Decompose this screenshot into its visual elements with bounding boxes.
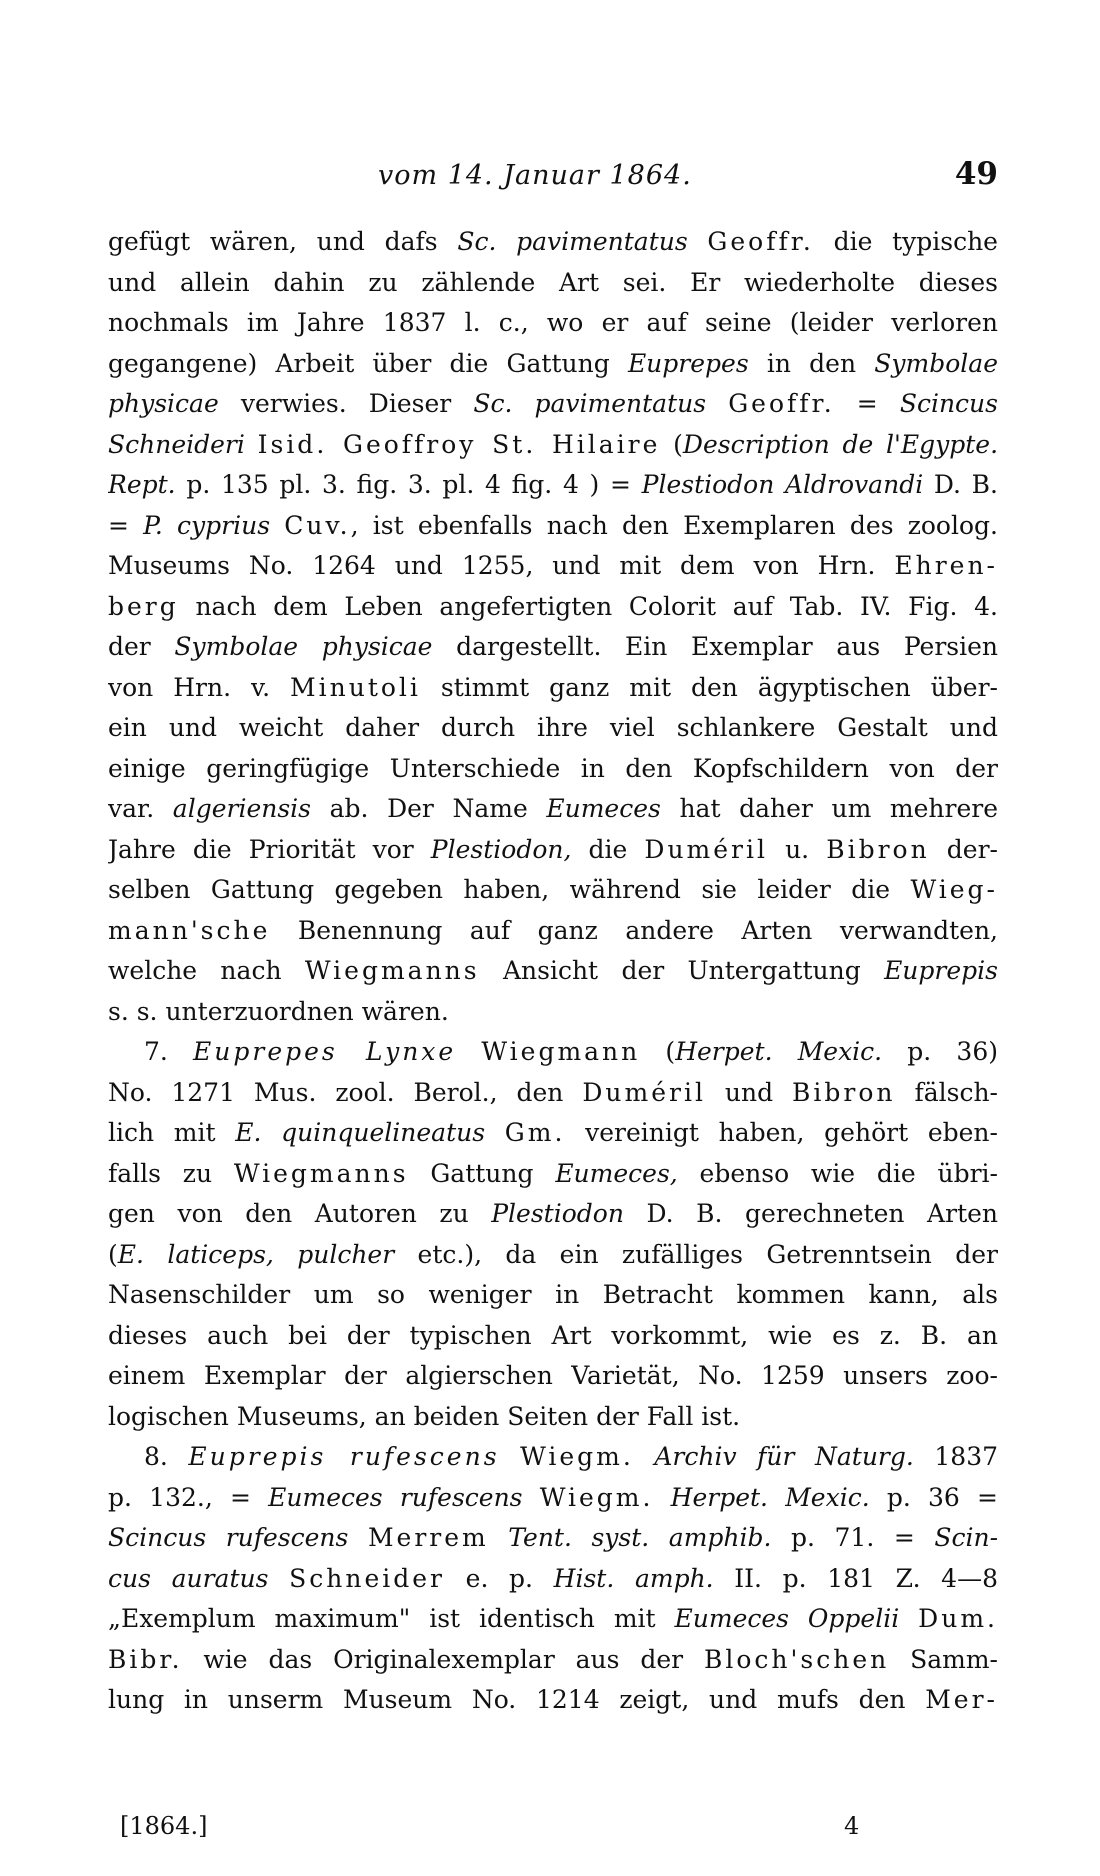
text-segment: D. B. gerechneten Arten — [623, 1199, 998, 1228]
text-segment: Gm. — [504, 1118, 566, 1147]
text-segment: ebenso wie die übri- — [677, 1158, 998, 1188]
text-line — [108, 1437, 998, 1478]
text-segment: Eumeces Oppelii — [674, 1604, 900, 1633]
text-segment: Merrem — [367, 1523, 489, 1552]
text-segment: Sc. pavimentatus — [457, 227, 688, 256]
text-segment: Euprepis — [884, 956, 998, 985]
text-segment: Dum. — [918, 1604, 998, 1633]
text-segment: hat daher um mehrere — [660, 794, 998, 823]
text-segment: s. s. unterzuordnen wären. — [108, 996, 449, 1026]
text-segment: Hist. amph. — [553, 1563, 714, 1593]
text-segment: P. cyprius — [143, 510, 271, 540]
text-segment: Isid. Geoffroy St. Hilaire — [257, 429, 661, 459]
text-line — [108, 668, 998, 709]
text-segment: einige geringfügige Unterschiede in den Kopfschildern von der — [108, 753, 998, 783]
text-segment: Eumeces, — [555, 1158, 678, 1188]
text-line — [108, 1640, 998, 1681]
text-line — [108, 506, 998, 547]
text-segment: D. B. — [923, 470, 998, 499]
text-segment: falls zu — [108, 1158, 234, 1188]
text-segment: Bibron — [792, 1077, 896, 1107]
text-segment: ab. Der Name — [311, 794, 547, 823]
text-segment: lung in unserm Museum No. 1214 zeigt, und mufs den — [108, 1685, 926, 1714]
text-segment: dieses auch bei der typischen Art vorkommt, wie es z. B. an — [108, 1320, 998, 1350]
text-segment: selben Gattung gegeben haben, während sie leider die — [108, 875, 911, 904]
text-segment: mann'sche — [108, 915, 271, 945]
text-line — [108, 344, 998, 385]
text-segment: Bibr. — [108, 1644, 183, 1674]
text-segment: Schneider — [289, 1563, 445, 1593]
text-segment: physicae — [108, 389, 219, 418]
text-segment: Herpet. Mexic. — [675, 1037, 883, 1066]
text-line — [108, 222, 998, 263]
text-segment: Symbolae — [874, 348, 998, 378]
text-segment: ( — [108, 1239, 118, 1269]
text-line — [108, 1154, 998, 1195]
text-segment: 1837 — [913, 1442, 998, 1471]
text-line — [108, 911, 998, 952]
text-line — [108, 951, 998, 992]
text-segment — [456, 1037, 481, 1066]
text-line — [108, 627, 998, 668]
text-segment: Tent. syst. amphib. — [508, 1523, 772, 1552]
text-segment: E. laticeps, pulcher — [117, 1239, 395, 1269]
text-segment: p. 132., = — [108, 1482, 269, 1512]
text-segment: p. 135 pl. 3. fig. 3. pl. 4 fig. 4 ) = — [175, 470, 642, 499]
text-segment: fälsch- — [895, 1077, 998, 1107]
text-segment: Ansicht der Untergattung — [479, 956, 885, 985]
text-segment: Plestiodon — [491, 1199, 624, 1228]
text-segment: nochmals im Jahre 1837 l. c., wo er auf seine (leider verloren — [108, 308, 998, 337]
text-line — [108, 1397, 998, 1438]
text-segment: Samm- — [889, 1644, 998, 1674]
text-segment — [688, 227, 708, 256]
text-segment: Scincus rufescens — [108, 1523, 349, 1552]
running-head — [108, 156, 998, 200]
text-segment: Archiv für Naturg. — [654, 1442, 914, 1471]
text-segment: Jahre die Priorität vor — [108, 834, 431, 864]
text-segment: Wiegmann — [481, 1037, 641, 1066]
text-segment: gegangene) Arbeit über die Gattung — [108, 348, 628, 378]
text-line — [108, 1032, 998, 1073]
text-segment: No. 1271 Mus. zool. Berol., den — [108, 1077, 583, 1107]
text-segment — [485, 1118, 505, 1147]
text-segment: ( — [660, 429, 683, 459]
text-line — [108, 303, 998, 344]
text-line — [108, 1559, 998, 1600]
text-line — [108, 789, 998, 830]
text-line — [108, 1194, 998, 1235]
text-segment: var. — [108, 794, 173, 823]
running-title: vom 14. Januar 1864. — [378, 160, 692, 191]
text-segment: verwies. Dieser — [218, 389, 474, 418]
text-segment: einem Exemplar der algierschen Varietät, No. 1259 unsers zoo- — [108, 1361, 998, 1390]
text-segment: Wiegmanns — [304, 956, 480, 985]
text-segment — [706, 389, 728, 418]
page-number: 49 — [954, 156, 998, 192]
text-segment: logischen Museums, an beiden Seiten der Fall ist. — [108, 1401, 741, 1431]
text-segment: p. 36 = — [869, 1482, 998, 1512]
text-line — [108, 465, 998, 506]
text-segment: = — [108, 510, 144, 540]
text-segment: Wiegm. — [539, 1482, 654, 1512]
text-segment: II. p. 181 Z. 4—8 — [713, 1563, 998, 1593]
text-segment: die typische — [813, 227, 998, 256]
text-segment: Gattung — [408, 1158, 556, 1188]
text-segment: Symbolae physicae — [174, 632, 433, 661]
text-segment — [245, 430, 258, 459]
text-line — [108, 1518, 998, 1559]
printer-signature: [1864.] — [120, 1812, 208, 1840]
text-line — [108, 708, 998, 749]
text-segment: Bloch'schen — [704, 1644, 890, 1674]
text-segment: Sc. pavimentatus — [473, 389, 707, 418]
text-segment: E. quinquelineatus — [235, 1118, 486, 1147]
text-segment: wie das Originalexemplar aus der — [182, 1644, 704, 1674]
text-segment — [348, 1523, 368, 1552]
text-segment: Rept. — [108, 470, 176, 499]
text-segment: etc.), da ein zufälliges Getrenntsein der — [394, 1239, 998, 1269]
text-segment — [653, 1483, 670, 1512]
text-segment: stimmt ganz mit den ägyptischen über- — [420, 672, 998, 702]
text-segment — [270, 511, 284, 540]
text-line — [108, 1235, 998, 1276]
text-segment: welche nach — [108, 956, 305, 985]
text-segment: Museums No. 1264 und 1255, und mit dem von Hrn. — [108, 551, 895, 580]
text-segment: berg — [108, 591, 179, 621]
text-line — [108, 749, 998, 790]
text-segment: dargestellt. Ein Exemplar aus Persien — [432, 632, 998, 661]
text-segment — [489, 1523, 509, 1552]
text-segment: Herpet. Mexic. — [670, 1482, 870, 1512]
text-segment: Euprepes — [627, 348, 749, 378]
text-segment: p. 36) — [882, 1037, 998, 1066]
text-segment: ein und weicht daher durch ihre viel schlankere Gestalt und — [108, 713, 998, 742]
text-line — [108, 992, 998, 1033]
text-segment: in den — [748, 348, 875, 378]
text-segment: Eumeces — [546, 794, 661, 823]
text-segment: e. p. — [444, 1563, 554, 1593]
text-line — [108, 1275, 998, 1316]
text-line — [108, 546, 998, 587]
text-line — [108, 587, 998, 628]
text-segment: Euprepis rufescens — [188, 1442, 500, 1471]
sheet-number: 4 — [844, 1812, 860, 1840]
text-segment: 7. — [144, 1037, 194, 1066]
text-line — [108, 1599, 998, 1640]
text-segment: Wiegm. — [520, 1442, 634, 1471]
text-segment: Nasenschilder um so weniger in Betracht kommen kann, als — [108, 1280, 998, 1309]
text-segment: Cuv. — [284, 510, 351, 540]
text-segment: u. — [768, 834, 827, 864]
text-segment: Mer- — [925, 1685, 998, 1714]
text-line — [108, 1073, 998, 1114]
text-line — [108, 830, 998, 871]
text-line — [108, 425, 998, 466]
text-segment: „Exemplum maximum" ist identisch mit — [108, 1604, 675, 1633]
text-segment: cus auratus — [108, 1563, 269, 1593]
text-segment: Description de l'Egypte. — [682, 429, 998, 459]
text-segment: Wieg- — [910, 875, 998, 904]
text-line — [108, 263, 998, 304]
text-segment: Scin- — [934, 1523, 998, 1552]
text-segment — [899, 1604, 918, 1633]
text-segment: Plestiodon Aldrovandi — [641, 470, 924, 499]
text-line — [108, 1316, 998, 1357]
text-segment: vereinigt haben, gehört eben- — [565, 1118, 998, 1147]
text-segment: Ehren- — [894, 551, 998, 580]
text-segment: , ist ebenfalls nach den Exemplaren des zoolog. — [350, 510, 998, 540]
text-line — [108, 870, 998, 911]
text-line — [108, 384, 998, 425]
text-segment: Euprepes Lynxe — [193, 1037, 457, 1066]
text-segment: Bibron — [826, 834, 930, 864]
text-segment: von Hrn. v. — [108, 672, 291, 702]
text-segment: Eumeces rufescens — [268, 1482, 523, 1512]
text-segment: Minutoli — [290, 672, 421, 702]
text-segment: Benennung auf ganz andere Arten verwandten, — [270, 915, 998, 945]
page-footer — [108, 1812, 998, 1848]
text-segment: der — [108, 632, 175, 661]
text-segment — [500, 1442, 521, 1471]
text-segment — [634, 1442, 655, 1471]
text-line — [108, 1478, 998, 1519]
text-segment: Scincus — [899, 389, 998, 418]
text-segment: Geoffr. — [728, 389, 835, 418]
text-segment — [268, 1564, 289, 1593]
text-line — [108, 1113, 998, 1154]
text-segment: gen von den Autoren zu — [108, 1199, 492, 1228]
text-segment: = — [834, 389, 900, 418]
text-segment: lich mit — [108, 1118, 236, 1147]
text-segment: die — [571, 834, 645, 864]
text-segment: Geoffr. — [707, 227, 814, 256]
text-segment: Duméril — [582, 1077, 706, 1107]
text-segment: nach dem Leben angefertigten Colorit auf Tab. IV. Fig. 4. — [178, 591, 998, 621]
text-segment: Plestiodon, — [430, 834, 572, 864]
text-segment: algeriensis — [172, 794, 311, 823]
text-line — [108, 1680, 998, 1721]
text-segment — [523, 1483, 540, 1512]
text-segment: und allein dahin zu zählende Art sei. Er wiederholte dieses — [108, 267, 998, 297]
text-line — [108, 1356, 998, 1397]
text-segment: 8. — [144, 1442, 189, 1471]
text-segment: gefügt wären, und dafs — [108, 227, 458, 256]
text-segment: Duméril — [644, 834, 768, 864]
body-text — [108, 222, 998, 1721]
text-segment: p. 71. = — [771, 1523, 935, 1552]
text-segment: und — [705, 1077, 793, 1107]
text-segment: ( — [640, 1037, 676, 1066]
text-segment: Schneideri — [108, 429, 245, 459]
text-segment: Wiegmanns — [233, 1158, 409, 1188]
text-segment: der- — [929, 834, 998, 864]
